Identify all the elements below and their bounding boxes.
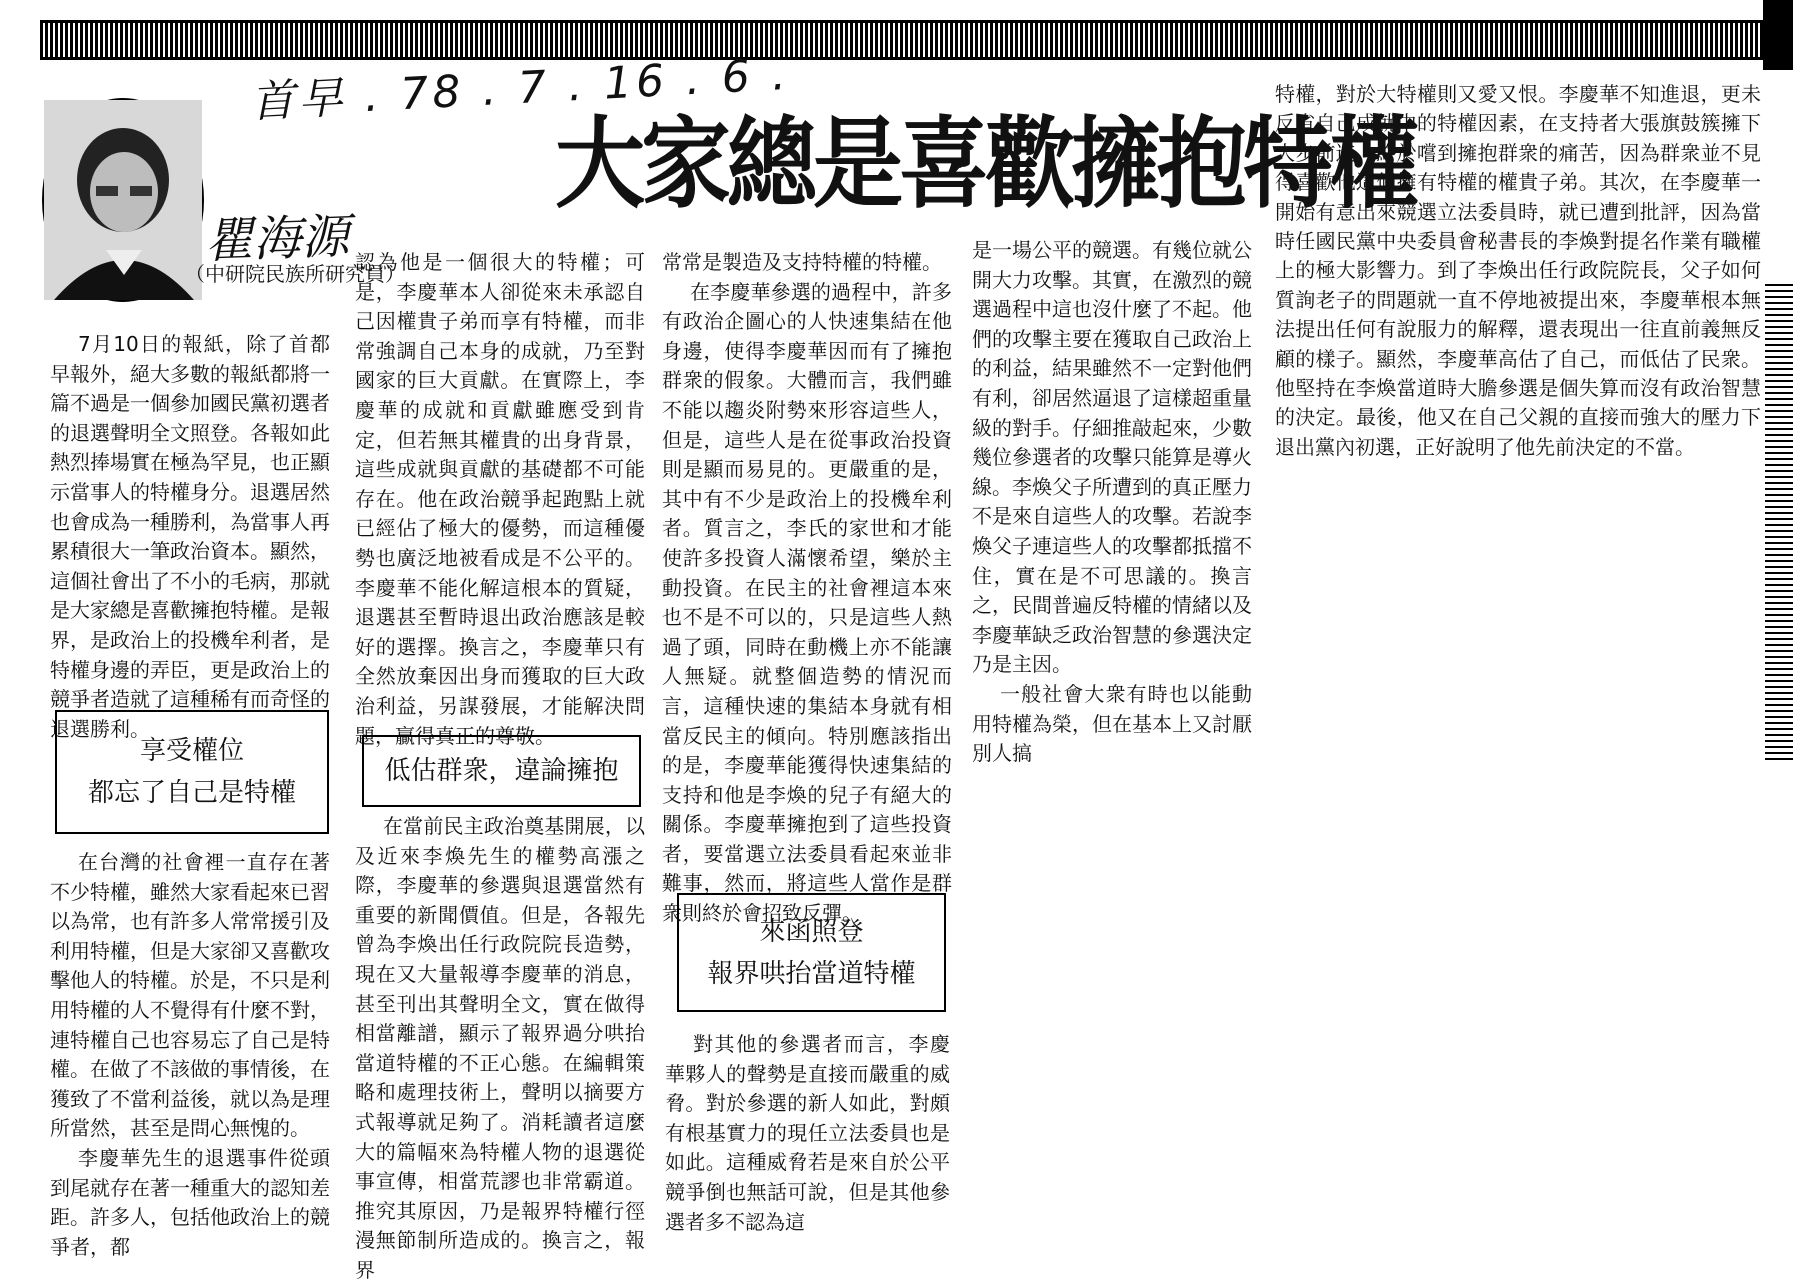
handwritten-date-note: 首早 . 78 . 7 . 16 . 6 . bbox=[249, 48, 791, 129]
paragraph: 常常是製造及支持特權的特權。 bbox=[662, 250, 942, 274]
paragraph: 認為他是一個很大的特權；可是，李慶華本人卻從來未承認自己因權貴子弟而享有特權，而非常強調自己本身的成就，乃至對國家的巨大貢獻。在實際上，李慶華的成就和貢獻雖應受到肯定，但若無其權貴的出身背景，這些成就與貢獻的基礎都不可能存在。他在政治競爭起跑點上就已經佔了極大的優勢，而這種優勢也廣泛地被看成是不公平的。李慶華不能化解這根本的質疑，退選甚至暫時退出政治應該是較好的選擇。換言之，李慶華只有全然放棄因出身而獲取的巨大政治利益，另謀發展，才能解決問題，贏得真正的尊敬。 bbox=[355, 250, 645, 748]
paragraph: 李慶華先生的退選事件從頭到尾就存在著一種重大的認知差距。許多人，包括他政治上的競爭者，都 bbox=[50, 1145, 330, 1259]
subhead-line: 享受權位 bbox=[139, 736, 244, 766]
column-4 bbox=[972, 236, 1252, 766]
column-3 bbox=[662, 248, 952, 926]
paragraph: 在台灣的社會裡一直存在著不少特權，雖然大家看起來已習以為常，也有許多人常常援引及利用特權，但是大家卻又喜歡攻擊他人的特權。於是，不只是利用特權的人不覺得有什麼不對，連特權自己也容易忘了自己是特權。在做了不該做的事情後，在獲致了不當利益後，就以為是理所當然，甚至是問心無愧的。 bbox=[50, 850, 330, 1141]
subhead-2 bbox=[362, 735, 641, 807]
subhead-line: 報界哄抬當道特權 bbox=[707, 958, 916, 989]
subhead-line: 低估群衆，違論擁抱 bbox=[384, 756, 619, 786]
subhead-line: 都忘了自己是特權 bbox=[87, 778, 296, 808]
masthead-band bbox=[40, 20, 1793, 59]
author-portrait bbox=[42, 98, 204, 302]
paragraph: 是一場公平的競選。有幾位就公開大力攻擊。其實，在激烈的競選過程中這也沒什麼了不起。他們的攻擊主要在獲取自己政治上的利益，結果雖然不一定對他們有利，卻居然逼退了這樣超重量級的對手。仔細推敲起來，少數幾位參選者的攻擊只能算是導火線。李煥父子所遭到的真正壓力不是來自這些人的攻擊。若說李煥父子連這些人的攻擊都抵擋不住，實在是不可思議的。換言之，民間普遍反特權的情緒以及李慶華缺乏政治智慧的參選決定乃是主因。 bbox=[972, 238, 1252, 677]
column-1 bbox=[50, 330, 330, 741]
paragraph: 在李慶華參選的過程中，許多有政治企圖心的人快速集結在他身邊，使得李慶華因而有了擁抱群衆的假象。大體而言，我們雖不能以趨炎附勢來形容這些人，但是，這些人是在從事政治投資則是顯而易見的。更嚴重的是，其中有不少是政治上的投機牟利者。質言之，李氏的家世和才能使許多投資人滿懷希望，樂於主動投資。在民主的社會裡這本來也不是不可以的，只是這些人熱過了頭，同時在動機上亦不能讓人無疑。就整個造勢的情況而言，這種快速的集結本身就有相當反民主的傾向。特別應該指出的是，李慶華能獲得快速集結的支持和他是李煥的兒子有絕大的關係。李慶華擁抱到了這些投資者，要當選立法委員看起來並非難事，然而，將這些人當作是群衆則終於會招致反彈。 bbox=[662, 279, 952, 926]
headline: 大家總是喜歡擁抱特權 bbox=[555, 106, 1415, 223]
author-affiliation: （中研院民族所研究員） bbox=[185, 262, 405, 286]
column-2-lower bbox=[355, 812, 645, 1282]
paragraph: 對其他的參選者而言，李慶華夥人的聲勢是直接而嚴重的威脅。對於參選的新人如此，對頗有根基實力的現任立法委員也是如此。這種威脅若是來自於公平競爭倒也無話可說，但是其他參選者多不認為這 bbox=[665, 1032, 950, 1234]
scan-edge-marks bbox=[1765, 280, 1793, 760]
header-rule bbox=[40, 58, 1793, 60]
portrait-illustration bbox=[44, 100, 202, 300]
subhead-line: 來函照登 bbox=[759, 916, 864, 947]
column-5 bbox=[1275, 80, 1761, 700]
paragraph: 特權，對於大特權則又愛又恨。李慶華不知進退，更未反省自己成就中的特權因素，在支持者大張旗鼓簇擁下大步前進，終於嚐到擁抱群衆的痛苦，因為群衆並不見得喜歡他這個擁有特權的權貴子弟。其次，在李慶華一開始有意出來競選立法委員時，就已遭到批評，因為當時任國民黨中央委員會秘書長的李煥對提名作業有職權上的極大影響力。到了李煥出任行政院院長，父子如何質詢老子的問題就一直不停地被提出來，李慶華根本無法提出任何有說服力的解釋，還表現出一往直前義無反顧的樣子。顯然，李慶華高估了自己，而低估了民衆。他堅持在李煥當道時大膽參選是個失算而沒有政治智慧的決定。最後，他又在自己父親的直接而強大的壓力下退出黨內初選，正好說明了他先前決定的不當。 bbox=[1275, 82, 1761, 459]
subhead-1 bbox=[55, 710, 329, 834]
column-2 bbox=[355, 248, 645, 748]
paragraph: 7月10日的報紙，除了首都早報外，絕大多數的報紙都將一篇不過是一個參加國民黨初選者的退選聲明全文照登。各報如此熱烈捧場實在極為罕見，也正顯示當事人的特權身分。退選居然也會成為一種勝利，為當事人再累積很大一筆政治資本。顯然，這個社會出了不小的毛病，那就是大家總是喜歡擁抱特權。是報界，是政治上的投機牟利者，是特權身邊的弄臣，更是政治上的競爭者造就了這種稀有而奇怪的退選勝利。 bbox=[50, 332, 330, 741]
author-signature: 瞿海源 bbox=[204, 208, 351, 270]
paragraph: 一般社會大衆有時也以能動用特權為榮，但在基本上又討厭別人搞 bbox=[972, 681, 1252, 766]
column-3-lower bbox=[665, 1030, 950, 1233]
paragraph: 在當前民主政治奠基開展，以及近來李煥先生的權勢高漲之際，李慶華的參選與退選當然有重要的新聞價值。但是，各報先曾為李煥出任行政院院長造勢，現在又大量報導李慶華的消息，甚至刊出其聲明全文，實在做得相當離譜，顯示了報界過分哄抬當道特權的不正心態。在編輯策略和處理技術上，聲明以摘要方式報導就足夠了。消耗讀者這麼大的篇幅來為特權人物的退選從事宣傳，相當荒謬也非常霸道。推究其原因，乃是報界特權行徑漫無節制所造成的。換言之，報界 bbox=[355, 814, 645, 1282]
subhead-3 bbox=[677, 893, 946, 1012]
column-1-lower bbox=[50, 848, 330, 1259]
